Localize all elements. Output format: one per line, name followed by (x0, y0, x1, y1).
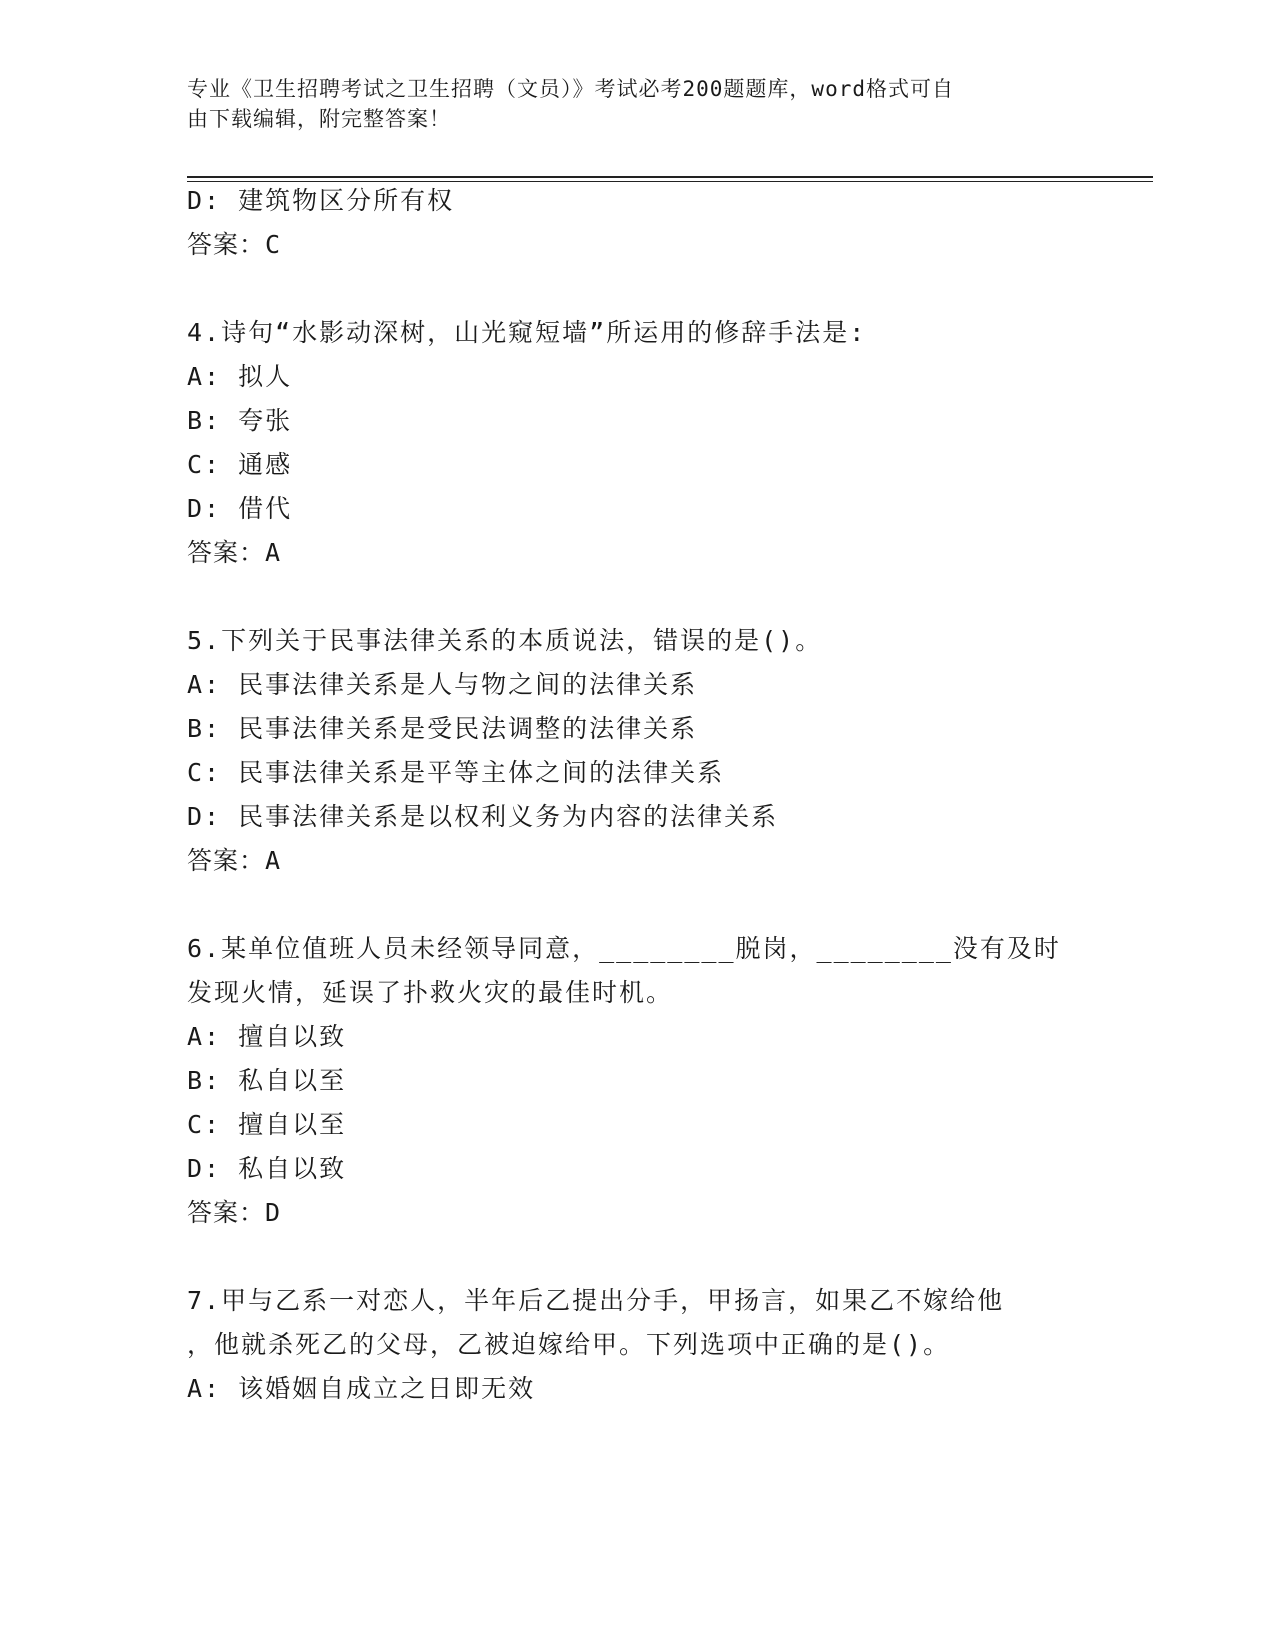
q6-stem-line-2: 发现火情，延误了扑救火灾的最佳时机。 (187, 978, 674, 1007)
q3-option-d: D: 建筑物区分所有权 (187, 186, 455, 215)
q6-option-a: A: 擅自以致 (187, 1022, 347, 1051)
q6-answer: 答案：D (187, 1198, 282, 1227)
document-header (187, 74, 1067, 134)
q7-option-a: A: 该婚姻自成立之日即无效 (187, 1374, 536, 1403)
q4-stem: 4.诗句“水影动深树，山光窥短墙”所运用的修辞手法是: (187, 318, 867, 347)
header-divider-thick (187, 176, 1153, 178)
q5-stem: 5.下列关于民事法律关系的本质说法，错误的是()。 (187, 626, 823, 655)
q5-option-d: D: 民事法律关系是以权利义务为内容的法律关系 (187, 802, 779, 831)
q7-stem-line-2: ，他就杀死乙的父母，乙被迫嫁给甲。下列选项中正确的是()。 (187, 1330, 951, 1359)
q6-option-b: B: 私自以至 (187, 1066, 347, 1095)
header-divider-thin (187, 181, 1153, 182)
q4-answer: 答案：A (187, 538, 282, 567)
q5-option-b: B: 民事法律关系是受民法调整的法律关系 (187, 714, 698, 743)
header-line-2: 由下载编辑，附完整答案！ (187, 107, 451, 131)
q6-option-c: C: 擅自以至 (187, 1110, 347, 1139)
q4-option-b: B: 夸张 (187, 406, 293, 435)
q7-stem-line-1: 7.甲与乙系一对恋人，半年后乙提出分手，甲扬言，如果乙不嫁给他 (187, 1286, 1005, 1315)
q4-option-c: C: 通感 (187, 450, 293, 479)
q4-option-d: D: 借代 (187, 494, 293, 523)
q5-answer: 答案：A (187, 846, 282, 875)
q5-option-a: A: 民事法律关系是人与物之间的法律关系 (187, 670, 698, 699)
q6-stem-line-1: 6.某单位值班人员未经领导同意，________脱岗，________没有及时 (187, 934, 1061, 963)
q3-answer: 答案：C (187, 230, 282, 259)
q4-option-a: A: 拟人 (187, 362, 293, 391)
q5-option-c: C: 民事法律关系是平等主体之间的法律关系 (187, 758, 725, 787)
q6-option-d: D: 私自以致 (187, 1154, 347, 1183)
header-line-1: 专业《卫生招聘考试之卫生招聘（文员）》考试必考200题题库，word格式可自 (187, 77, 954, 101)
